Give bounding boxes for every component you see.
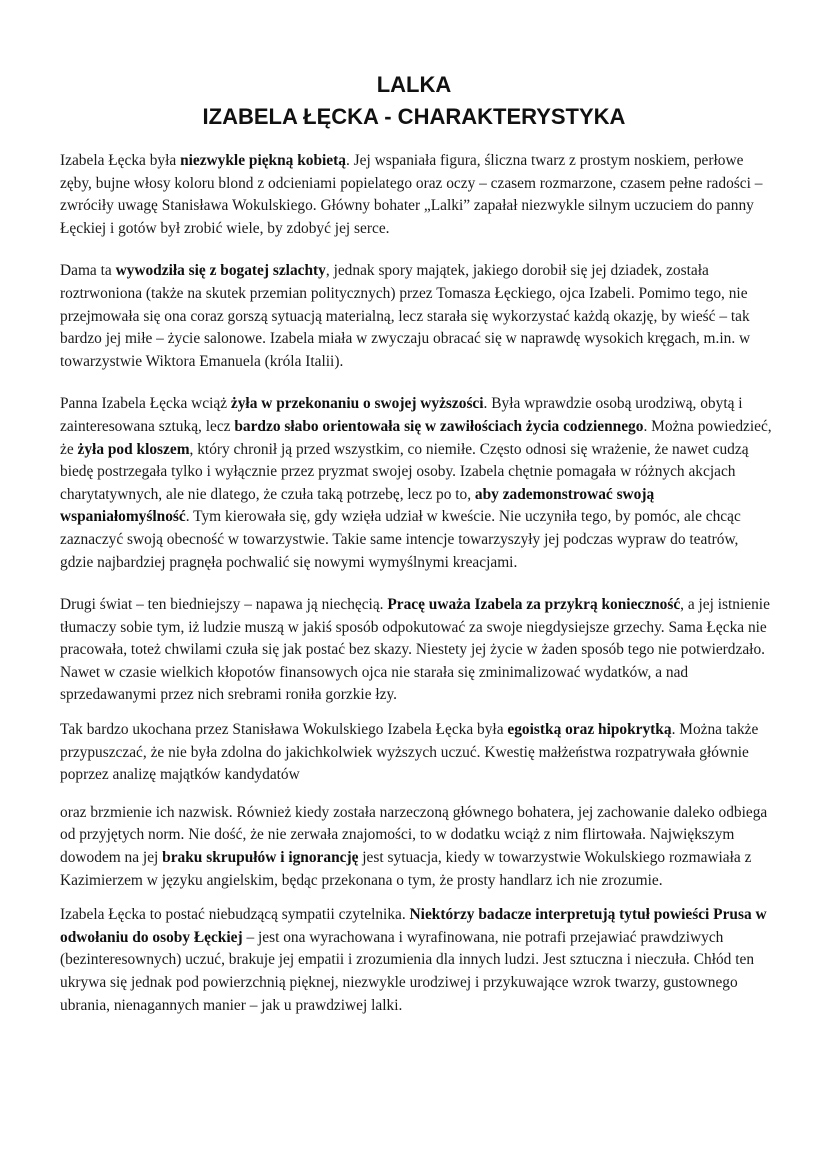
- paragraph-3: [60, 393, 772, 574]
- paragraph-4: [60, 594, 772, 707]
- text-run: Izabela Łęcka była: [60, 152, 181, 169]
- text-run: . Tym kierowała się, gdy wzięła udział w kweście. Nie uczyniła tego, by pomóc, ale chcąc zaznaczyć swoją obecność w towarzystwie. Takie same intencje towarzyszyły jej podczas wypraw do teatrów, gdzie najbardziej pragnęła pochwalić się nowymi wymyślnymi kreacjami.: [60, 508, 741, 571]
- document-body: [60, 150, 772, 1017]
- text-run: . Była wprawdzie osobą urodziwą, obytą i zainteresowana sztuką, lecz: [60, 395, 743, 435]
- text-run: , a jej istnienie tłumaczy sobie tym, iż ludzie muszą w jakiś sposób odpokutować za swoje niegdysiejsze grzechy. Sama Łęcka nie pracowała, toteż chwilami czuła się jak postać bez skazy. Niestety jej życie w żaden sposób tego nie potwierdzało. Nawet w czasie wielkich kłopotów finansowych ojca nie starała się zminimalizować wydatków, a nad sprzedawanymi przez nich srebrami roniła gorzkie łzy.: [60, 596, 770, 704]
- bold-phrase: Pracę uważa Izabela za przykrą konieczność: [387, 596, 681, 614]
- text-run: Tak bardzo ukochana przez Stanisława Wokulskiego Izabela Łęcka była: [60, 721, 508, 739]
- text-run: , który chronił ją przed wszystkim, co niemiłe. Często odnosi się wrażenie, że nawet cudzą biedę postrzegała tylko i wyłącznie przez pryzmat swojej osoby. Izabela chętnie pomagała w różnych akcjach charytatywnych, ale nie dlatego, że czuła taką potrzebę, lecz po to,: [60, 440, 749, 503]
- bold-phrase: żyła pod kloszem: [77, 440, 190, 458]
- text-run: , jednak spory majątek, jakiego dorobił się jej dziadek, została roztrwoniona (także na skutek przemian politycznych) przez Tomasza Łęckiego, ojca Izabeli. Pomimo tego, nie przejmowała się ona coraz gorszą sytuacją materialną, lecz starała się wykorzystać każdą okazję, by wieść – tak bardzo jej miłe – życie salonowe. Izabela miała w zwyczaju obracać się w naprawdę wysokich kręgach, m.in. w towarzystwie Wiktora Emanuela (króla Italii).: [60, 262, 751, 370]
- bold-phrase: braku skrupułów i ignorancję: [162, 849, 359, 867]
- text-run: . Jej wspaniała figura, śliczna twarz z prostym noskiem, perłowe zęby, bujne włosy koloru blond z odcieniami popielatego oraz oczy – czasem rozmarzone, czasem pełne radości – zwróciły uwagę Stanisława Wokulskiego. Główny bohater „Lalki” zapałał niezwykle silnym uczuciem do panny Łęckiej i gotów był zrobić wiele, by zdobyć jej serce.: [60, 152, 763, 237]
- bold-phrase: Niektórzy badacze interpretują tytuł powieści Prusa w odwołaniu do osoby Łęckiej: [60, 906, 767, 946]
- bold-phrase: niezwykle piękną kobietą: [180, 152, 346, 169]
- paragraph-6: [60, 802, 772, 892]
- paragraph-2: [60, 260, 772, 373]
- text-run: . Można powiedzieć, że: [60, 417, 772, 458]
- text-run: . Można także przypuszczać, że nie była zdolna do jakichkolwiek wyższych uczuć. Kwestię małżeństwa rozpatrywała głównie poprzez analizę majątków kandydatów: [60, 721, 759, 784]
- title-line-2: IZABELA ŁĘCKA - CHARAKTERYSTYKA: [202, 104, 626, 129]
- text-run: Izabela Łęcka to postać niebudzącą sympatii czytelnika.: [60, 906, 410, 924]
- text-run: jest sytuacja, kiedy w towarzystwie Wokulskiego rozmawiała z Kazimierzem w języku angielskim, będąc przekonana o tym, że prosty handlarz ich nie zrozumie.: [60, 849, 752, 889]
- title-line-1: LALKA: [376, 72, 452, 97]
- bold-phrase: aby zademonstrować swoją wspaniałomyślność: [60, 485, 655, 526]
- bold-phrase: żyła w przekonaniu o swojej wyższości: [230, 395, 484, 413]
- text-run: oraz brzmienie ich nazwisk. Również kiedy została narzeczoną głównego bohatera, jej zachowanie daleko odbiega od przyjętych norm. Nie dość, że nie zerwała znajomości, to w dodatku wciąż z nim flirtowała. Największym dowodem na jej: [60, 803, 768, 867]
- text-run: Drugi świat – ten biedniejszy – napawa ją niechęcią.: [60, 596, 388, 614]
- bold-phrase: bardzo słabo orientowała się w zawiłościach życia codziennego: [234, 417, 644, 435]
- bold-phrase: egoistką oraz hipokrytką: [507, 721, 672, 739]
- paragraph-1: [60, 150, 772, 240]
- text-run: Dama ta: [60, 262, 116, 280]
- text-run: Panna Izabela Łęcka wciąż: [60, 395, 231, 413]
- text-run: – jest ona wyrachowana i wyrafinowana, nie potrafi przejawiać prawdziwych (bezinteresownych) uczuć, brakuje jej empatii i zrozumienia dla innych ludzi. Jest sztuczna i nieczuła. Chłód ten ukrywa się jednak pod powierzchnią pięknej, niezwykle urodziwej i przykuwające wzrok twarzy, gustownego ubrania, nienagannych manier – jak u prawdziwej lalki.: [60, 928, 755, 1014]
- paragraph-5: [60, 719, 772, 787]
- bold-phrase: wywodziła się z bogatej szlachty: [115, 262, 326, 280]
- paragraph-7: [60, 904, 772, 1017]
